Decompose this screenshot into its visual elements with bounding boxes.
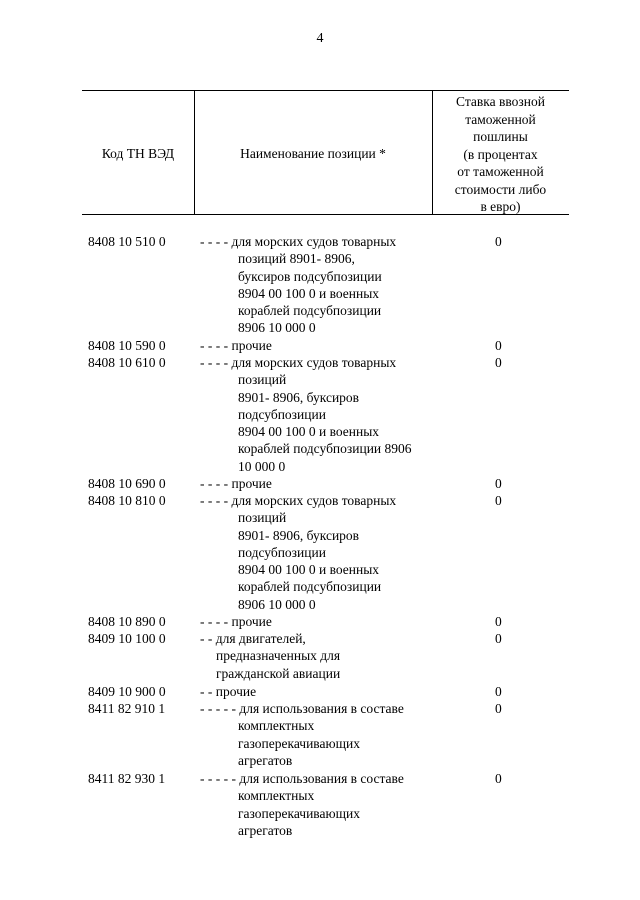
header-rate-line: таможенной: [465, 111, 536, 127]
table-row: [0, 233, 640, 337]
position-name-line: позиций: [238, 510, 287, 526]
table-row: [0, 337, 640, 354]
position-name-line: подсубпозиции: [238, 406, 326, 422]
tariff-code: 8408 10 810 0: [88, 493, 166, 508]
position-name: [200, 354, 430, 475]
position-name-line: - - - - для морских судов товарных: [200, 493, 397, 508]
position-name: [200, 337, 430, 354]
position-name-line: агрегатов: [238, 752, 293, 768]
position-name-line: комплектных: [238, 718, 315, 734]
position-name: [200, 700, 430, 769]
header-rate-line: Ставка ввозной: [456, 94, 545, 109]
tariff-code: 8408 10 690 0: [88, 476, 166, 491]
header-code: Код ТН ВЭД: [101, 146, 175, 161]
table-row: [0, 475, 640, 492]
header-rate-line: от таможенной: [457, 164, 544, 179]
position-name-line: - - - - прочие: [200, 614, 272, 629]
duty-rate: 0: [495, 355, 502, 370]
duty-rate: 0: [495, 493, 502, 508]
position-name-line: 8904 00 100 0 и военных: [238, 285, 380, 301]
tariff-code: 8409 10 100 0: [88, 631, 166, 646]
position-name-line: предназначенных для: [216, 648, 341, 664]
duty-rate: 0: [495, 338, 502, 353]
header-rate-line: (в процентах: [463, 146, 538, 162]
position-name-line: 8901- 8906, буксиров: [238, 389, 360, 405]
position-name-line: буксиров подсубпозиции: [238, 268, 382, 284]
header-rate: [432, 93, 569, 216]
position-name: [200, 770, 430, 839]
tariff-code: 8408 10 610 0: [88, 355, 166, 370]
position-name-line: - - - - прочие: [200, 338, 272, 353]
position-name-line: подсубпозиции: [238, 544, 326, 560]
position-name-line: - - для двигателей,: [200, 631, 306, 646]
position-name-line: позиций: [238, 372, 287, 388]
table-top-rule: [82, 90, 569, 91]
position-name: [200, 475, 430, 492]
duty-rate: 0: [495, 234, 502, 249]
position-name-line: - - прочие: [200, 684, 257, 699]
position-name-line: гражданской авиации: [216, 665, 341, 681]
table-row: [0, 613, 640, 630]
position-name: [200, 613, 430, 630]
tariff-code: 8408 10 510 0: [88, 234, 166, 249]
table-row: [0, 770, 640, 839]
header-rate-line: в евро): [480, 199, 521, 214]
position-name-line: кораблей подсубпозиции: [238, 579, 382, 595]
position-name-line: - - - - для морских судов товарных: [200, 355, 397, 370]
header-name: Наименование позиции *: [240, 146, 386, 161]
tariff-code: 8409 10 900 0: [88, 684, 166, 699]
duty-rate: 0: [495, 771, 502, 786]
header-rate-line: стоимости либо: [454, 181, 547, 197]
tariff-code: 8411 82 930 1: [88, 771, 166, 786]
position-name-line: 10 000 0: [238, 458, 286, 474]
header-rate-line: пошлины: [473, 129, 528, 144]
position-name-line: 8906 10 000 0: [238, 596, 316, 612]
position-name-line: 8906 10 000 0: [238, 320, 316, 336]
position-name-line: - - - - - для использования в составе: [200, 771, 404, 786]
table-row: [0, 700, 640, 769]
duty-rate: 0: [495, 614, 502, 629]
duty-rate: 0: [495, 684, 502, 699]
position-name-line: 8904 00 100 0 и военных: [238, 424, 380, 440]
position-name-line: комплектных: [238, 788, 315, 804]
tariff-code: 8408 10 590 0: [88, 338, 166, 353]
position-name-line: - - - - - для использования в составе: [200, 701, 404, 716]
position-name-line: позиций 8901- 8906,: [238, 251, 355, 267]
position-name: [200, 630, 430, 682]
duty-rate: 0: [495, 476, 502, 491]
table-row: [0, 354, 640, 475]
position-name-line: - - - - прочие: [200, 476, 272, 491]
position-name-line: кораблей подсубпозиции: [238, 303, 382, 319]
page-number: 4: [316, 31, 324, 46]
table-row: [0, 492, 640, 613]
position-name-line: 8904 00 100 0 и военных: [238, 562, 380, 578]
tariff-code: 8411 82 910 1: [88, 701, 166, 716]
position-name-line: 8901- 8906, буксиров: [238, 527, 360, 543]
table-row: [0, 683, 640, 700]
duty-rate: 0: [495, 631, 502, 646]
position-name-line: газоперекачивающих: [238, 805, 360, 821]
table-row: [0, 630, 640, 682]
duty-rate: 0: [495, 701, 502, 716]
position-name-line: газоперекачивающих: [238, 735, 360, 751]
position-name: [200, 233, 430, 337]
position-name: [200, 492, 430, 613]
position-name-line: агрегатов: [238, 822, 293, 838]
position-name-line: - - - - для морских судов товарных: [200, 234, 397, 249]
position-name: [200, 683, 430, 700]
position-name-line: кораблей подсубпозиции 8906: [238, 441, 412, 457]
tariff-code: 8408 10 890 0: [88, 614, 166, 629]
